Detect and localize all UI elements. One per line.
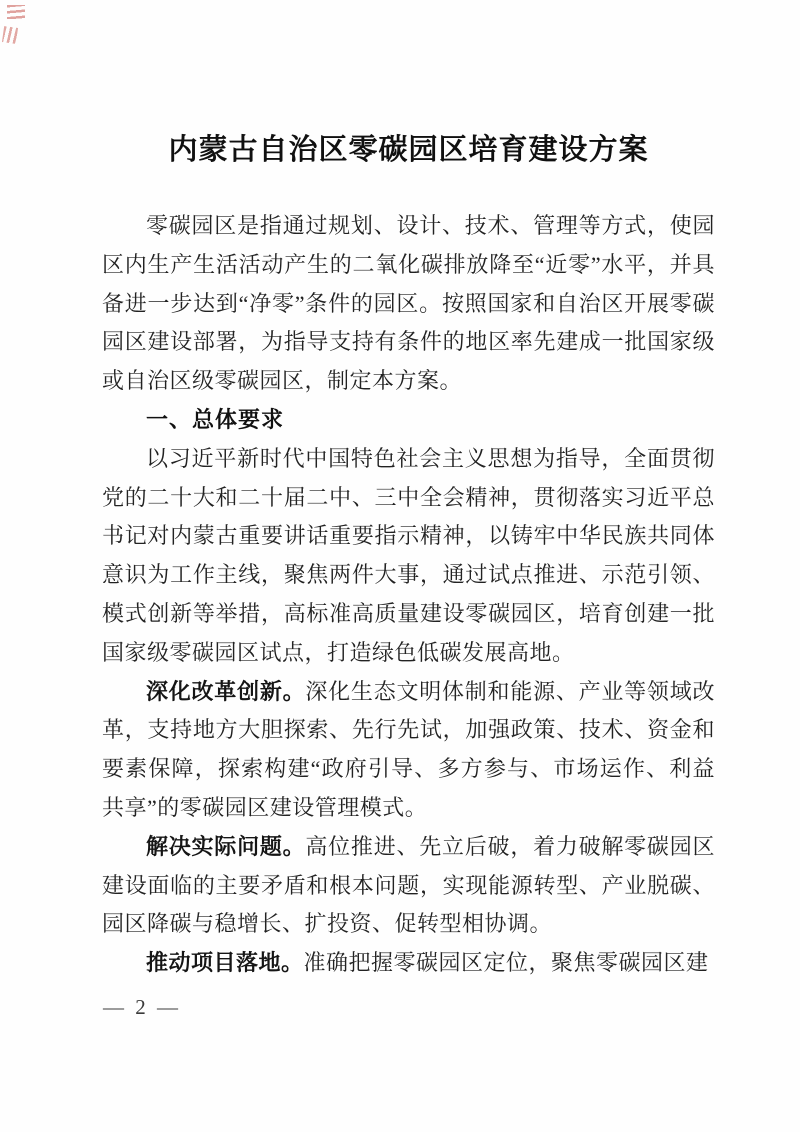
paragraph-promote-projects bbox=[102, 944, 715, 983]
paragraph-lead-solve-problems: 解决实际问题。 bbox=[146, 833, 306, 859]
paragraph-intro: 零碳园区是指通过规划、设计、技术、管理等方式，使园区内生产生活活动产生的二氧化碳排放降至“近零”水平，并具备进一步达到“净零”条件的园区。按照国家和自治区开展零碳园区建设部署，为指导支持有条件的地区率先建成一批国家级或自治区级零碳园区，制定本方案。 bbox=[102, 213, 715, 394]
paragraph-text-promote-projects: 准确把握零碳园区定位，聚焦零碳园区建 bbox=[303, 950, 709, 976]
paragraph-lead-deepen-reform: 深化改革创新。 bbox=[146, 678, 306, 704]
paragraph-deepen-reform bbox=[102, 673, 715, 828]
paragraph-text-deepen-reform: 深化生态文明体制和能源、产业等领域改革，支持地方大胆探索、先行先试，加强政策、技术、资金和要素保障，探索构建“政府引导、多方参与、市场运作、利益共享”的零碳园区建设管理模式。 bbox=[102, 678, 715, 820]
red-ink-artifact-icon bbox=[2, 26, 18, 44]
paragraph-lead-promote-projects: 推动项目落地。 bbox=[146, 950, 304, 976]
paragraph-guiding-ideology: 以习近平新时代中国特色社会主义思想为指导，全面贯彻党的二十大和二十届二中、三中全会精神，贯彻落实习近平总书记对内蒙古重要讲话重要指示精神，以铸牢中华民族共同体意识为工作主线，聚焦两件大事，通过试点推进、示范引领、模式创新等举措，高标准高质量建设零碳园区，培育创建一批国家级零碳园区试点，打造绿色低碳发展高地。 bbox=[102, 445, 715, 665]
paragraph-text-solve-problems: 高位推进、先立后破，着力破解零碳园区建设面临的主要矛盾和根本问题，实现能源转型、产业脱碳、园区降碳与稳增长、扩投资、促转型相协调。 bbox=[102, 833, 715, 937]
page-number: — 2 — bbox=[103, 995, 181, 1019]
document-title: 内蒙古自治区零碳园区培育建设方案 bbox=[168, 134, 649, 166]
paragraph-solve-problems bbox=[102, 828, 715, 944]
red-ink-artifact-icon bbox=[7, 5, 25, 19]
document-body bbox=[102, 207, 715, 983]
document-content bbox=[102, 0, 715, 983]
section-heading-overall-requirements: 一、总体要求 bbox=[146, 406, 285, 432]
